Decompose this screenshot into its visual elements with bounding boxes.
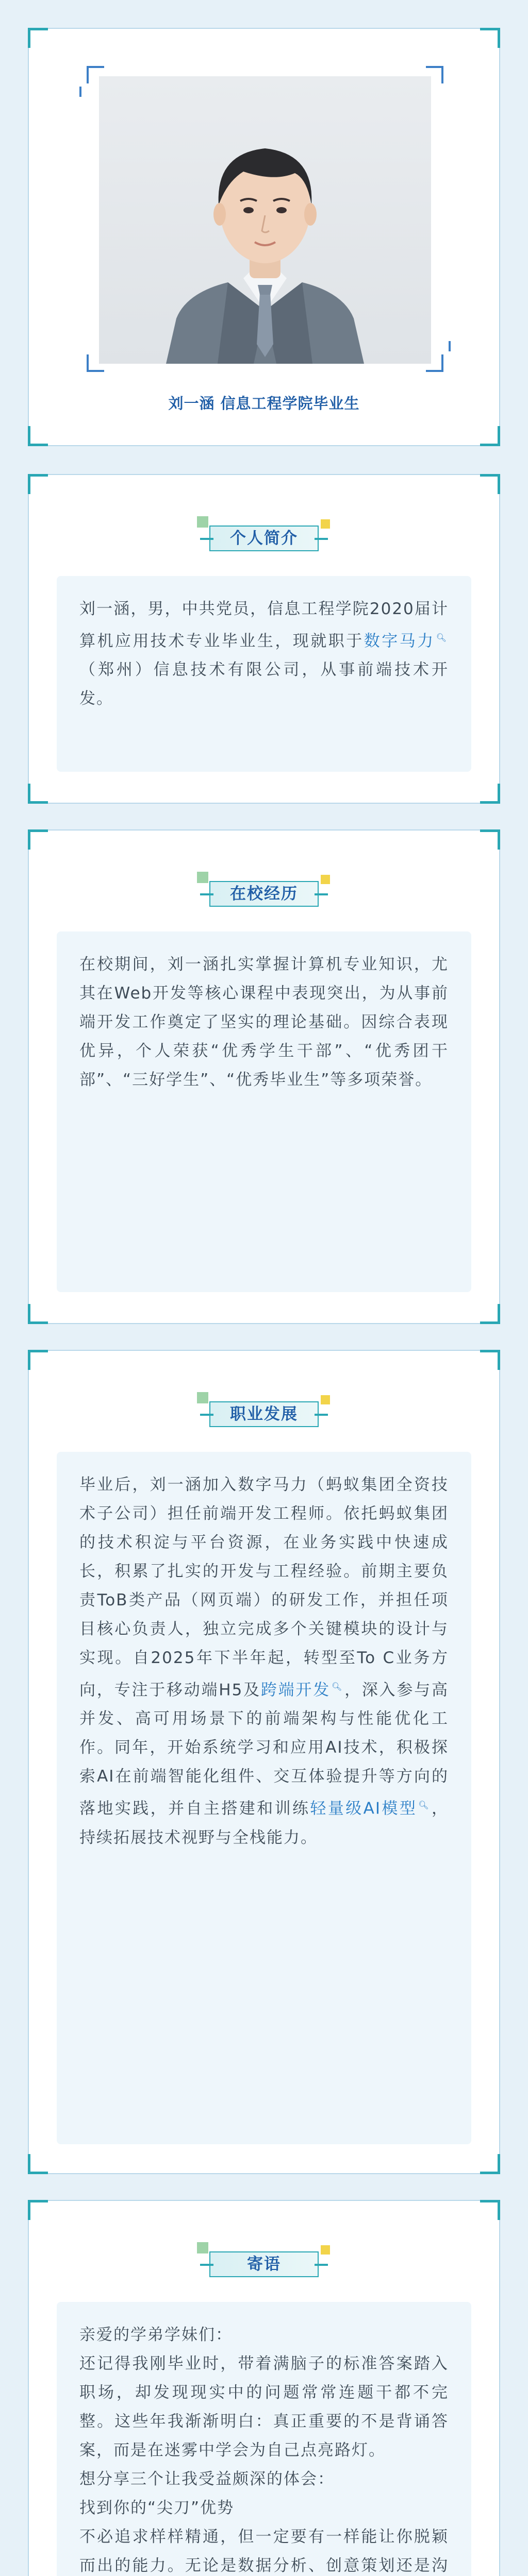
corner-decoration (28, 426, 48, 446)
profile-card (28, 28, 500, 446)
message-line: 还记得我刚毕业时，带着满脑子的标准答案踏入职场，却发现现实中的问题常常连题干都不完整。这些年我渐渐明白：真正重要的不是背诵答案，而是在迷雾中学会为自己点亮路灯。 (79, 2354, 449, 2460)
section-title: 职业发展 (230, 1405, 298, 1423)
corner-decoration (480, 28, 500, 48)
section-title: 个人简介 (230, 529, 298, 548)
message-panel (57, 2302, 471, 2576)
message-line: 找到你的“尖刀”优势 (79, 2499, 235, 2517)
company-link[interactable]: 数字马力 (364, 632, 435, 651)
intro-panel (57, 576, 471, 772)
section-heading-campus (202, 872, 326, 913)
lightweight-ai-model-link[interactable]: 轻量级AI模型 (310, 1799, 418, 1818)
intro-card (28, 474, 500, 804)
corner-decoration (480, 426, 500, 446)
message-line: 亲爱的学弟学妹们： (79, 2326, 233, 2344)
portrait-illustration (99, 76, 431, 364)
career-card (28, 1350, 500, 2174)
section-heading-intro (202, 516, 326, 557)
magnifier-icon[interactable]: 🔍︎ (418, 1800, 430, 1810)
section-title: 在校经历 (230, 885, 298, 903)
career-panel (57, 1452, 471, 2144)
profile-caption: 刘一涵 信息工程学院毕业生 (168, 395, 360, 412)
magnifier-icon[interactable]: 🔍︎ (332, 1682, 343, 1691)
magnifier-icon[interactable]: 🔍︎ (436, 633, 448, 642)
section-heading-message (202, 2242, 326, 2283)
message-card (28, 2200, 500, 2576)
message-line: 不必追求样样精通，但一定要有一样能让你脱颖而出的能力。无论是数据分析、创意策划还是沟 (79, 2528, 449, 2575)
section-heading-career (202, 1392, 326, 1433)
section-title: 寄语 (247, 2255, 281, 2274)
campus-panel (57, 931, 471, 1292)
campus-card (28, 829, 500, 1324)
portrait-frame (87, 66, 443, 372)
corner-decoration (28, 28, 48, 48)
message-line: 想分享三个让我受益颇深的体会： (79, 2470, 335, 2488)
portrait-photo (99, 76, 431, 364)
career-text: 毕业后，刘一涵加入数字马力（蚂蚁集团全资技术子公司）担任前端开发工程师。依托蚂蚁集团的技术积淀与平台资源，在业务实践中快速成长，积累了扎实的开发与工程经验。前期主要负责ToB类产品（网页端）的研发工作，并担任项目核心负责人，独立完成多个关键模块的设计与实现。自2025年下半年起，转型至To C业务方向，专注于移动端H5及跨端开发 🔍︎，深入参与高并发、高可用场景下的前端架构与性能优化工作。同年，开始系统学习和应用AI技术，积极探索AI在前端智能化组件、交互体验提升等方向的落地实践，并自主搭建和训练轻量级AI模型 🔍︎，持续拓展技术视野与全栈能力。 (79, 1476, 449, 1847)
intro-text: 刘一涵，男，中共党员，信息工程学院2020届计算机应用技术专业毕业生，现就职于数字马力 🔍︎（郑州）信息技术有限公司，从事前端技术开发。 (79, 600, 449, 708)
cross-platform-link[interactable]: 跨端开发 (260, 1681, 331, 1700)
campus-text: 在校期间，刘一涵扎实掌握计算机专业知识，尤其在Web开发等核心课程中表现突出，为从事前端开发工作奠定了坚实的理论基础。因综合表现优异，个人荣获“优秀学生干部”、“优秀团干部”、“三好学生”、“优秀毕业生”等多项荣誉。 (79, 955, 449, 1089)
